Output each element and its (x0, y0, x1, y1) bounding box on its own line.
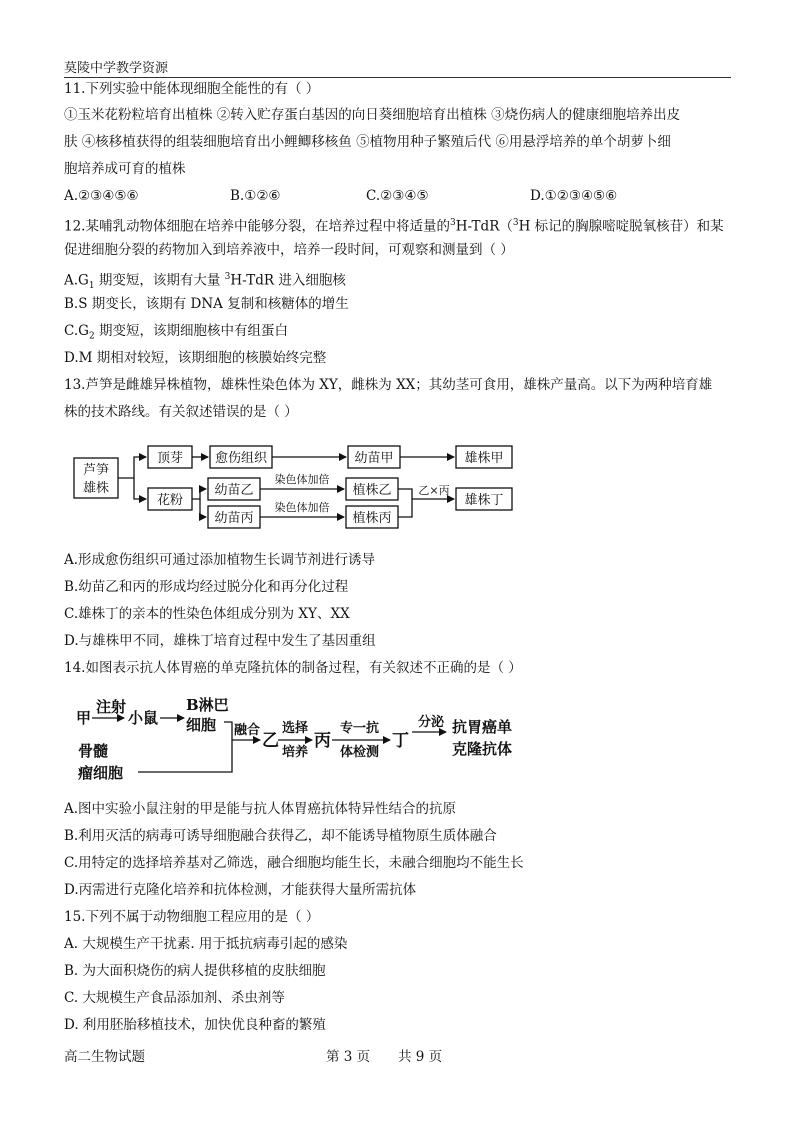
q12-sup-2: 3 (512, 218, 519, 228)
q12-option-b: B.S 期变长，该期有 DNA 复制和核糖体的增生 (64, 296, 349, 312)
label-cross: 乙×丙 (418, 484, 450, 497)
footer-total: 共 9 页 (398, 1049, 443, 1065)
label-secrete: 分泌 (418, 715, 445, 730)
label-myeloma-2: 瘤细胞 (78, 764, 124, 782)
q11-option-b: B.①②⑥ (230, 188, 281, 204)
q14-option-a: A.图中实验小鼠注射的甲是能与抗人体胃癌抗体特异性结合的抗原 (64, 801, 457, 817)
label-yi: 乙 (262, 731, 279, 751)
label-detect-2: 体检测 (340, 745, 380, 760)
asparagus-breeding-diagram (60, 438, 540, 538)
q13-option-c: C.雄株丁的亲本的性染色体组成分别为 XY、XX (64, 606, 350, 622)
label-b-cell-1: B淋巴 (186, 696, 229, 714)
label-mouse: 小鼠 (128, 709, 159, 727)
q12-a-pre: A.G (64, 272, 89, 289)
label-plant-c: 植株丙 (352, 511, 392, 526)
page-header: 莫陵中学教学资源 (64, 61, 169, 76)
q15-option-d: D. 利用胚胎移植技术，加快优良种畜的繁殖 (64, 1017, 326, 1033)
q14-option-d: D.丙需进行克隆化培养和抗体检测，才能获得大量所需抗体 (64, 882, 417, 898)
q12-option-a (64, 268, 346, 295)
label-inject: 注射 (96, 698, 127, 716)
label-double-2: 染色体加倍 (274, 501, 330, 514)
label-bing: 丙 (314, 731, 331, 751)
q13-option-d: D.与雄株甲不同，雄株丁培育过程中发生了基因重组 (64, 633, 376, 649)
q11-line2: ①玉米花粉粒培育出植株 ②转入贮存蛋白基因的向日葵细胞培育出植株 ③烧伤病人的健康细胞培养出皮 (64, 107, 681, 123)
label-product-1: 抗胃癌单 (452, 718, 513, 736)
footer-page: 第 3 页 (326, 1049, 371, 1065)
label-source-1: 芦笋 (82, 463, 110, 478)
q12-a-sub: 1 (88, 281, 95, 292)
label-plant-b: 植株乙 (352, 483, 392, 498)
label-source-2: 雄株 (82, 481, 110, 496)
q11-stem: 11.下列实验中能体现细胞全能性的有（ ） (64, 81, 320, 97)
label-jia: 甲 (76, 709, 92, 727)
q13-option-a: A.形成愈伤组织可通过添加植物生长调节剂进行诱导 (64, 552, 376, 568)
label-product-2: 克隆抗体 (452, 740, 513, 758)
label-select-1: 选择 (282, 721, 309, 736)
label-callus: 愈伤组织 (214, 451, 268, 466)
q14-stem: 14.如图表示抗人体胃癌的单克隆抗体的制备过程，有关叙述不正确的是（ ） (64, 660, 522, 676)
q11-option-c: C.②③④⑤ (366, 188, 429, 204)
q12-a-mid: 期变短，该期有大量 (94, 272, 225, 289)
label-myeloma-1: 骨髓 (78, 742, 109, 760)
q12-stem-a: 12.某哺乳动物体细胞在培养中能够分裂，在培养过程中将适量的 (64, 218, 450, 235)
label-ding: 丁 (392, 731, 409, 751)
label-seedling-c: 幼苗丙 (214, 511, 254, 526)
q11-option-d: D.①②③④⑤⑥ (530, 188, 618, 204)
q11-option-a: A.②③④⑤⑥ (64, 188, 139, 204)
q11-line3: 肤 ④核移植获得的组装细胞培育出小鲤鲫移核鱼 ⑤植物用种子繁殖后代 ⑥用悬浮培养的单个胡萝卜细 (64, 134, 671, 150)
q13-stem: 13.芦笋是雌雄异株植物，雄株性染色体为 XY，雌株为 XX；其幼茎可食用，雄株产量高。以下为两种培育雄 (64, 377, 713, 393)
q12-stem-line2: 促进细胞分裂的药物加入到培养液中，培养一段时间，可观察和测量到（ ） (64, 242, 514, 258)
q12-option-d: D.M 期相对较短，该期细胞的核膜始终完整 (64, 350, 327, 366)
q14-option-c: C.用特定的选择培养基对乙筛选，融合细胞均能生长，未融合细胞均不能生长 (64, 855, 524, 871)
q12-sup-1: 3 (449, 218, 456, 228)
monoclonal-antibody-diagram (62, 688, 532, 788)
header-rule (64, 77, 731, 78)
label-fuse: 融合 (234, 723, 261, 738)
label-bud: 顶芽 (156, 451, 184, 466)
label-seedling-b: 幼苗乙 (214, 483, 254, 498)
q12-stem (64, 214, 724, 236)
q15-option-c: C. 大规模生产食品添加剂、杀虫剂等 (64, 990, 285, 1006)
q15-option-b: B. 为大面积烧伤的病人提供移植的皮肤细胞 (64, 963, 326, 979)
q11-line4: 胞培养成可育的植株 (64, 161, 186, 177)
q13-stem-line2: 株的技术路线。有关叙述错误的是（ ） (64, 404, 298, 420)
q13-option-b: B.幼苗乙和丙的形成均经过脱分化和再分化过程 (64, 579, 349, 595)
q15-stem: 15.下列不属于动物细胞工程应用的是（ ） (64, 909, 320, 925)
label-select-2: 培养 (282, 745, 309, 760)
q15-option-a: A. 大规模生产干扰素. 用于抵抗病毒引起的感染 (64, 936, 348, 952)
q12-a-post: H-TdR 进入细胞核 (230, 272, 346, 289)
label-seedling-a: 幼苗甲 (354, 451, 394, 466)
label-male-a: 雄株甲 (464, 451, 504, 466)
label-b-cell-2: 细胞 (186, 716, 217, 734)
q14-option-b: B.利用灭活的病毒可诱导细胞融合获得乙，却不能诱导植物原生质体融合 (64, 828, 497, 844)
q12-c-sub: 2 (88, 331, 95, 342)
q12-stem-b: H-TdR（ (455, 218, 513, 235)
q12-option-c (64, 322, 288, 346)
q12-c-post: 期变短，该期细胞核中有组蛋白 (94, 323, 288, 339)
q12-stem-c: H 标记的胸腺嘧啶脱氧核苷）和某 (518, 218, 724, 235)
q12-c-pre: C.G (64, 323, 89, 339)
label-pollen: 花粉 (156, 493, 184, 508)
q12-a-sup: 3 (224, 272, 231, 282)
footer-subject: 高二生物试题 (64, 1049, 145, 1065)
label-detect-1: 专一抗 (340, 721, 380, 736)
label-male-d: 雄株丁 (464, 493, 504, 508)
label-double-1: 染色体加倍 (274, 473, 330, 486)
